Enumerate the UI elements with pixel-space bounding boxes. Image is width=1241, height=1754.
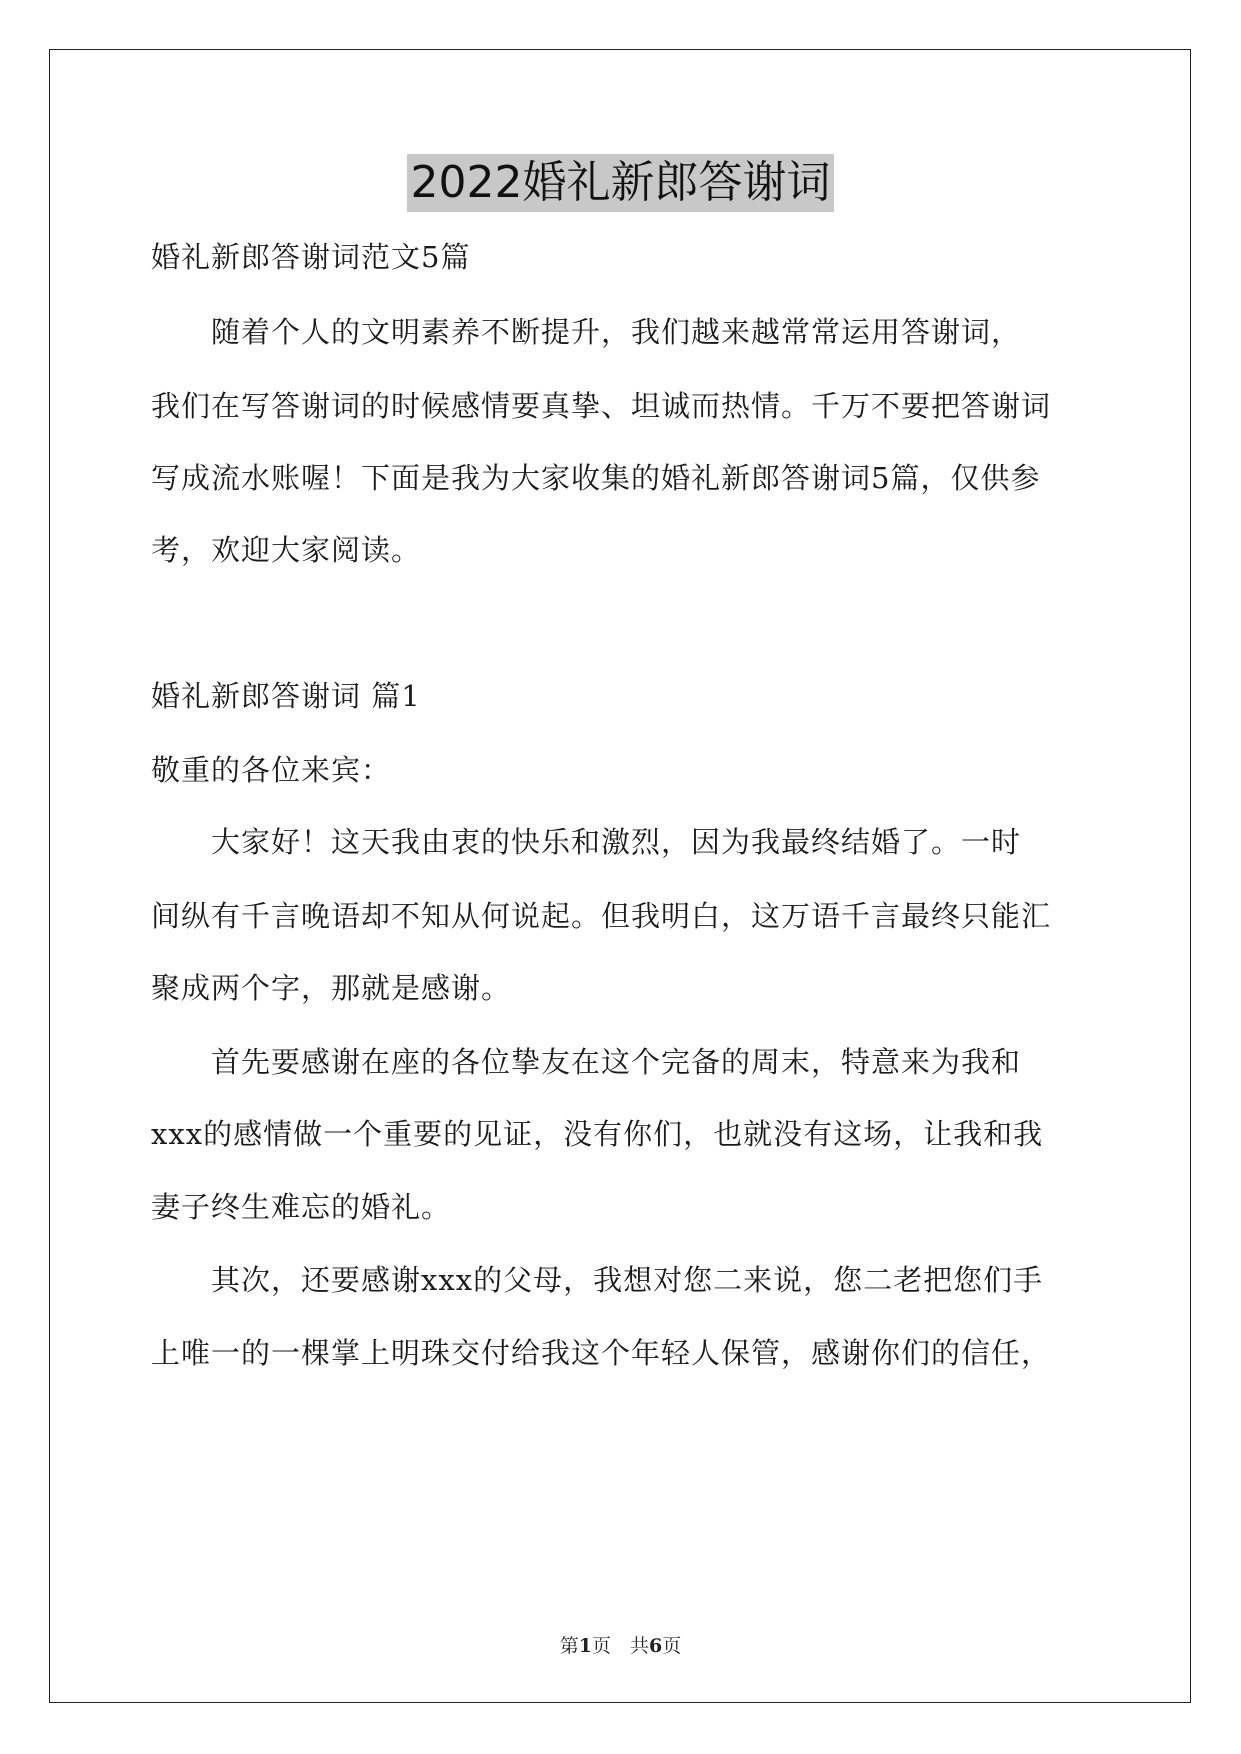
body-line: 写成流水账喔！下面是我为大家收集的婚礼新郎答谢词5篇，仅供参 xyxy=(151,461,1041,495)
section-heading: 婚礼新郎答谢词 篇1 xyxy=(151,679,421,713)
document-title: 2022婚礼新郎答谢词 xyxy=(407,154,835,212)
footer-prefix: 第 xyxy=(559,1635,579,1657)
body-line: 聚成两个字，那就是感谢。 xyxy=(151,971,512,1005)
title-wrap xyxy=(0,154,1241,212)
footer-current-page: 1 xyxy=(578,1635,592,1657)
body-line: 间纵有千言晚语却不知从何说起。但我明白，这万语千言最终只能汇 xyxy=(151,899,1052,933)
page-footer xyxy=(0,1631,1241,1658)
body-line: xxx的感情做一个重要的见证，没有你们，也就没有这场，让我和我 xyxy=(151,1117,1044,1151)
body-line: 我们在写答谢词的时候感情要真挚、坦诚而热情。千万不要把答谢词 xyxy=(151,389,1052,423)
body-line: 大家好！这天我由衷的快乐和激烈，因为我最终结婚了。一时 xyxy=(151,825,1022,859)
body-line: 随着个人的文明素养不断提升，我们越来越常常运用答谢词， xyxy=(151,315,1022,349)
footer-mid: 页 共 xyxy=(591,1635,649,1657)
subtitle-line: 婚礼新郎答谢词范文5篇 xyxy=(151,240,471,274)
footer-total-pages: 6 xyxy=(649,1635,663,1657)
body-line: 考，欢迎大家阅读。 xyxy=(151,533,422,567)
footer-suffix: 页 xyxy=(662,1635,682,1657)
body-line: 其次，还要感谢xxx的父母，我想对您二来说，您二老把您们手 xyxy=(151,1263,1044,1297)
body-line: 妻子终生难忘的婚礼。 xyxy=(151,1190,452,1224)
body-line: 首先要感谢在座的各位挚友在这个完备的周末，特意来为我和 xyxy=(151,1045,1022,1079)
body-line: 上唯一的一棵掌上明珠交付给我这个年轻人保管，感谢你们的信任， xyxy=(151,1336,1052,1370)
page-border xyxy=(49,49,1191,1703)
body-line: 敬重的各位来宾： xyxy=(151,753,392,787)
